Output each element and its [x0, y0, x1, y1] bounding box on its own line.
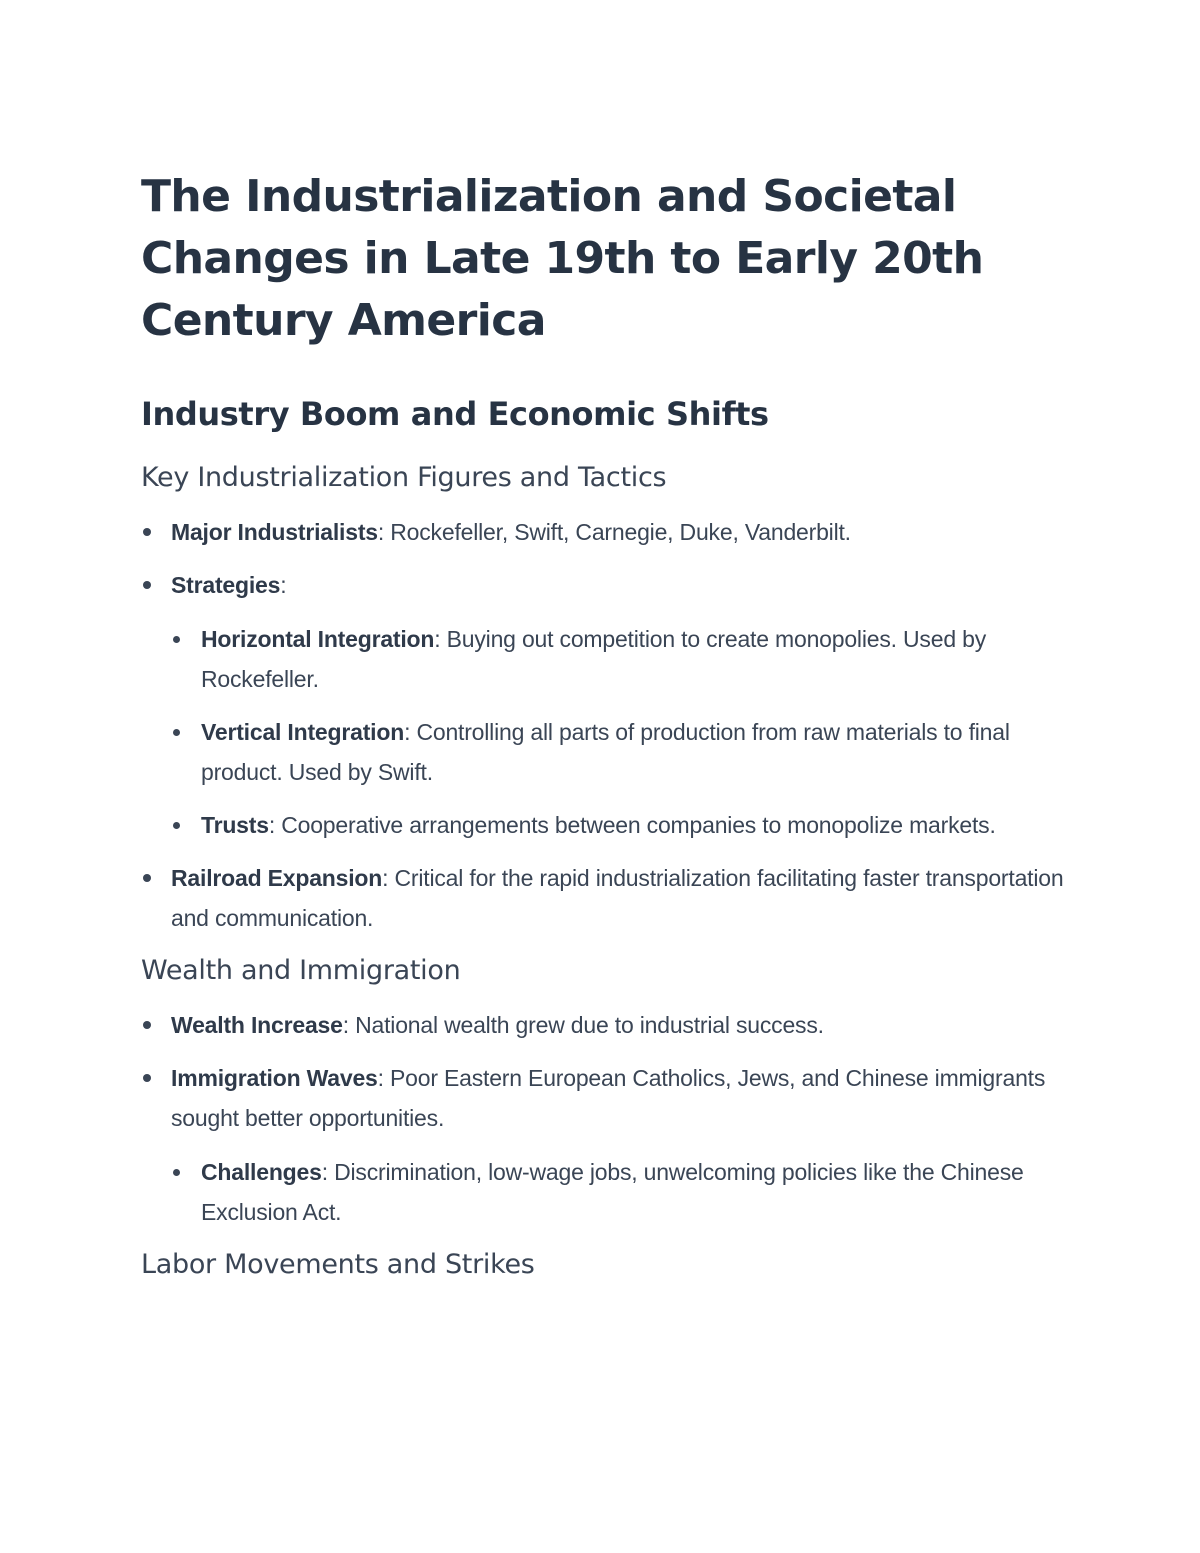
term-label: Railroad Expansion [171, 865, 383, 891]
item-text: : Poor Eastern European Catholics, Jews, and Chinese immigrants sought better opportunities. [171, 1065, 1046, 1131]
item-text: : Rockefeller, Swift, Carnegie, Duke, Vanderbilt. [377, 519, 851, 545]
term-label: Immigration Waves [171, 1065, 378, 1091]
section-heading: Industry Boom and Economic Shifts [141, 395, 769, 433]
list-item-trusts [171, 805, 1071, 845]
list-item-strategies [141, 565, 1071, 845]
list-item-industrialists [141, 512, 1071, 552]
list-item-horizontal-integration [171, 619, 1071, 699]
bullet-icon [143, 1021, 151, 1029]
item-text: : Buying out competition to create monopolies. Used by Rockefeller. [201, 626, 986, 692]
subsection-heading-wealth: Wealth and Immigration [141, 955, 461, 986]
term-label: Trusts [201, 812, 269, 838]
item-text: : [280, 572, 287, 598]
list-item-challenges [171, 1152, 1071, 1232]
wealth-list [141, 1005, 1071, 1232]
list-item-wealth-increase [141, 1005, 1071, 1045]
document-title: The Industrialization and Societal Changes in Late 19th to Early 20th Century America [141, 171, 984, 346]
term-label: Horizontal Integration [201, 626, 435, 652]
bullet-icon [173, 1169, 180, 1176]
figures-list [141, 512, 1071, 938]
bullet-icon [173, 729, 180, 736]
item-text: : Controlling all parts of production from raw materials to final product. Used by Swift. [201, 719, 1010, 785]
term-label: Vertical Integration [201, 719, 405, 745]
term-label: Strategies [171, 572, 281, 598]
term-label: Wealth Increase [171, 1012, 343, 1038]
document-page [141, 166, 1071, 1285]
bullet-icon [143, 1074, 151, 1082]
bullet-icon [143, 528, 151, 536]
item-text: : Cooperative arrangements between companies to monopolize markets. [268, 812, 996, 838]
bullet-icon [173, 636, 180, 643]
item-text: : National wealth grew due to industrial success. [342, 1012, 824, 1038]
list-item-immigration-waves [141, 1058, 1071, 1232]
bullet-icon [143, 874, 151, 882]
item-text: : Critical for the rapid industrialization facilitating faster transportation and communication. [171, 865, 1064, 931]
list-item-railroad [141, 858, 1071, 938]
strategies-list [171, 619, 1071, 845]
list-item-vertical-integration [171, 712, 1071, 792]
bullet-icon [143, 581, 151, 589]
bullet-icon [173, 822, 180, 829]
subsection-heading-figures: Key Industrialization Figures and Tactics [141, 462, 667, 493]
subsection-heading-labor: Labor Movements and Strikes [141, 1249, 535, 1280]
term-label: Challenges [201, 1159, 322, 1185]
item-text: : Discrimination, low-wage jobs, unwelcoming policies like the Chinese Exclusion Act. [201, 1159, 1024, 1225]
immigration-list [171, 1152, 1071, 1232]
term-label: Major Industrialists [171, 519, 378, 545]
